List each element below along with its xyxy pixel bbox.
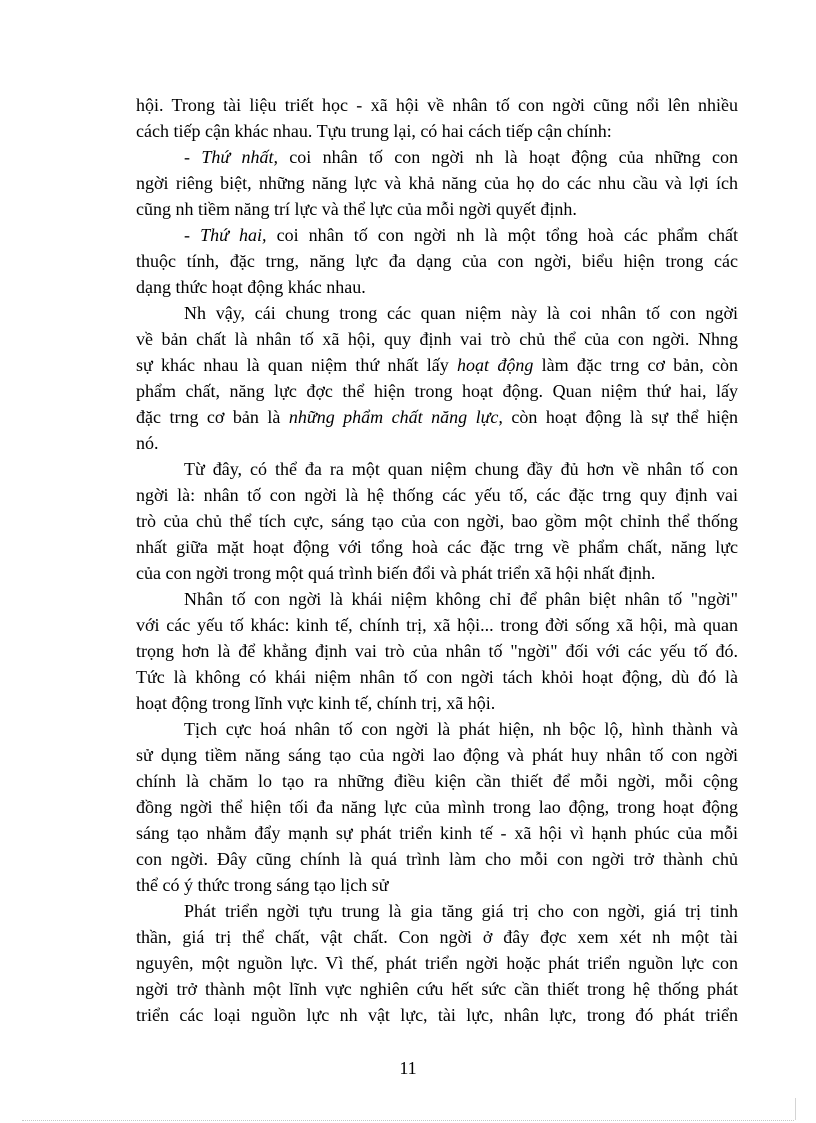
text-line: nguyên, một nguồn lực. Vì thế, phát triển ngời hoặc phát triển nguồn lực con <box>136 953 738 973</box>
text-line: Phát triển ngời tựu trung là gia tăng giá trị cho con ngời, giá trị tinh <box>184 901 738 921</box>
text-line: Từ đây, có thể đa ra một quan niệm chung đầy đủ hơn về nhân tố con <box>184 459 738 479</box>
text-line: ngời là: nhân tố con ngời là hệ thống các yếu tố, các đặc trng quy định vai <box>136 485 738 505</box>
body-text <box>136 92 738 1028</box>
text-line: ngời riêng biệt, những năng lực và khả năng của họ do các nhu cầu và lợi ích <box>136 173 738 193</box>
italic-term: những phẩm chất năng lực, <box>288 407 503 427</box>
page-edge-mark <box>795 1098 796 1120</box>
text-line: của con ngời trong một quá trình biến đổi và phát triển xã hội nhất định. <box>136 563 656 583</box>
text-line: Tức là không có khái niệm nhân tố con ngời tách khỏi hoạt động, dù đó là <box>136 667 738 687</box>
text-line: sáng tạo nhằm đẩy mạnh sự phát triển kinh tế - xã hội vì hạnh phúc của mỗi <box>136 823 738 843</box>
italic-term: Thứ hai, <box>200 225 267 245</box>
text-segment: đặc trng cơ bản là <box>136 407 289 427</box>
text-line: triển các loại nguồn lực nh vật lực, tài lực, nhân lực, trong đó phát triển <box>136 1005 738 1025</box>
text-line: hội. Trong tài liệu triết học - xã hội về nhân tố con ngời cũng nổi lên nhiều <box>136 95 738 115</box>
text-segment: coi nhân tố con ngời nh là hoạt động của những con <box>277 147 738 167</box>
text-line: Tịch cực hoá nhân tố con ngời là phát hiện, nh bộc lộ, hình thành và <box>184 719 738 739</box>
text-line: Nhân tố con ngời là khái niệm không chỉ để phân biệt nhân tố "ngời" <box>184 589 738 609</box>
text-line: trò của chủ thể tích cực, sáng tạo của con ngời, bao gồm một chỉnh thể thống <box>136 511 738 531</box>
page-number: 11 <box>399 1058 417 1078</box>
text-line: sử dụng tiềm năng sáng tạo của ngời lao động và phát huy nhân tố con ngời <box>136 745 738 765</box>
text-line: hoạt động trong lĩnh vực kinh tế, chính trị, xã hội. <box>136 693 496 713</box>
text-line: cách tiếp cận khác nhau. Tựu trung lại, có hai cách tiếp cận chính: <box>136 121 612 141</box>
text-line: Nh vậy, cái chung trong các quan niệm này là coi nhân tố con ngời <box>184 303 738 323</box>
text-line <box>136 404 738 430</box>
text-segment: làm đặc trng cơ bản, còn <box>533 355 738 375</box>
text-line: phẩm chất, năng lực đợc thể hiện trong hoạt động. Quan niệm thứ hai, lấy <box>136 381 738 401</box>
text-segment: còn hoạt động là sự thể hiện <box>502 407 738 427</box>
text-line: thần, giá trị thể chất, vật chất. Con ngời ở đây đợc xem xét nh một tài <box>136 927 738 947</box>
text-line: thể có ý thức trong sáng tạo lịch sử <box>136 875 389 895</box>
text-line <box>136 222 738 248</box>
text-line: đồng ngời thể hiện tối đa năng lực của mình trong lao động, trong hoạt động <box>136 797 738 817</box>
text-line: thuộc tính, đặc trng, năng lực đa dạng của con ngời, biểu hiện trong các <box>136 251 738 271</box>
text-line: trọng hơn là để khẳng định vai trò của nhân tố "ngời" đối với các yếu tố đó. <box>136 641 738 661</box>
italic-term: hoạt động <box>457 355 534 375</box>
text-line: cũng nh tiềm năng trí lực và thể lực của mỗi ngời quyết định. <box>136 199 577 219</box>
text-line: ngời trở thành một lĩnh vực nghiên cứu hết sức cần thiết trong hệ thống phát <box>136 979 738 999</box>
text-line: chính là chăm lo tạo ra những điều kiện cần thiết để mỗi ngời, mỗi cộng <box>136 771 738 791</box>
text-line: nó. <box>136 433 159 453</box>
text-line: dạng thức hoạt động khác nhau. <box>136 277 366 297</box>
text-line: con ngời. Đây cũng chính là quá trình làm cho mỗi con ngời trở thành chủ <box>136 849 738 869</box>
text-line: với các yếu tố khác: kinh tế, chính trị, xã hội... trong đời sống xã hội, mà quan <box>136 615 738 635</box>
text-line <box>136 352 738 378</box>
text-segment: - <box>184 225 201 245</box>
italic-term: Thứ nhất, <box>201 147 278 167</box>
text-line: về bản chất là nhân tố xã hội, quy định vai trò chủ thể của con ngời. Nhng <box>136 329 738 349</box>
text-segment: coi nhân tố con ngời nh là một tổng hoà các phẩm chất <box>266 225 738 245</box>
text-segment: - <box>184 147 202 167</box>
page-edge-divider <box>22 1120 794 1121</box>
text-segment: sự khác nhau là quan niệm thứ nhất lấy <box>136 355 458 375</box>
text-line: nhất giữa mặt hoạt động với tổng hoà các đặc trng về phẩm chất, năng lực <box>136 537 738 557</box>
text-line <box>136 144 738 170</box>
